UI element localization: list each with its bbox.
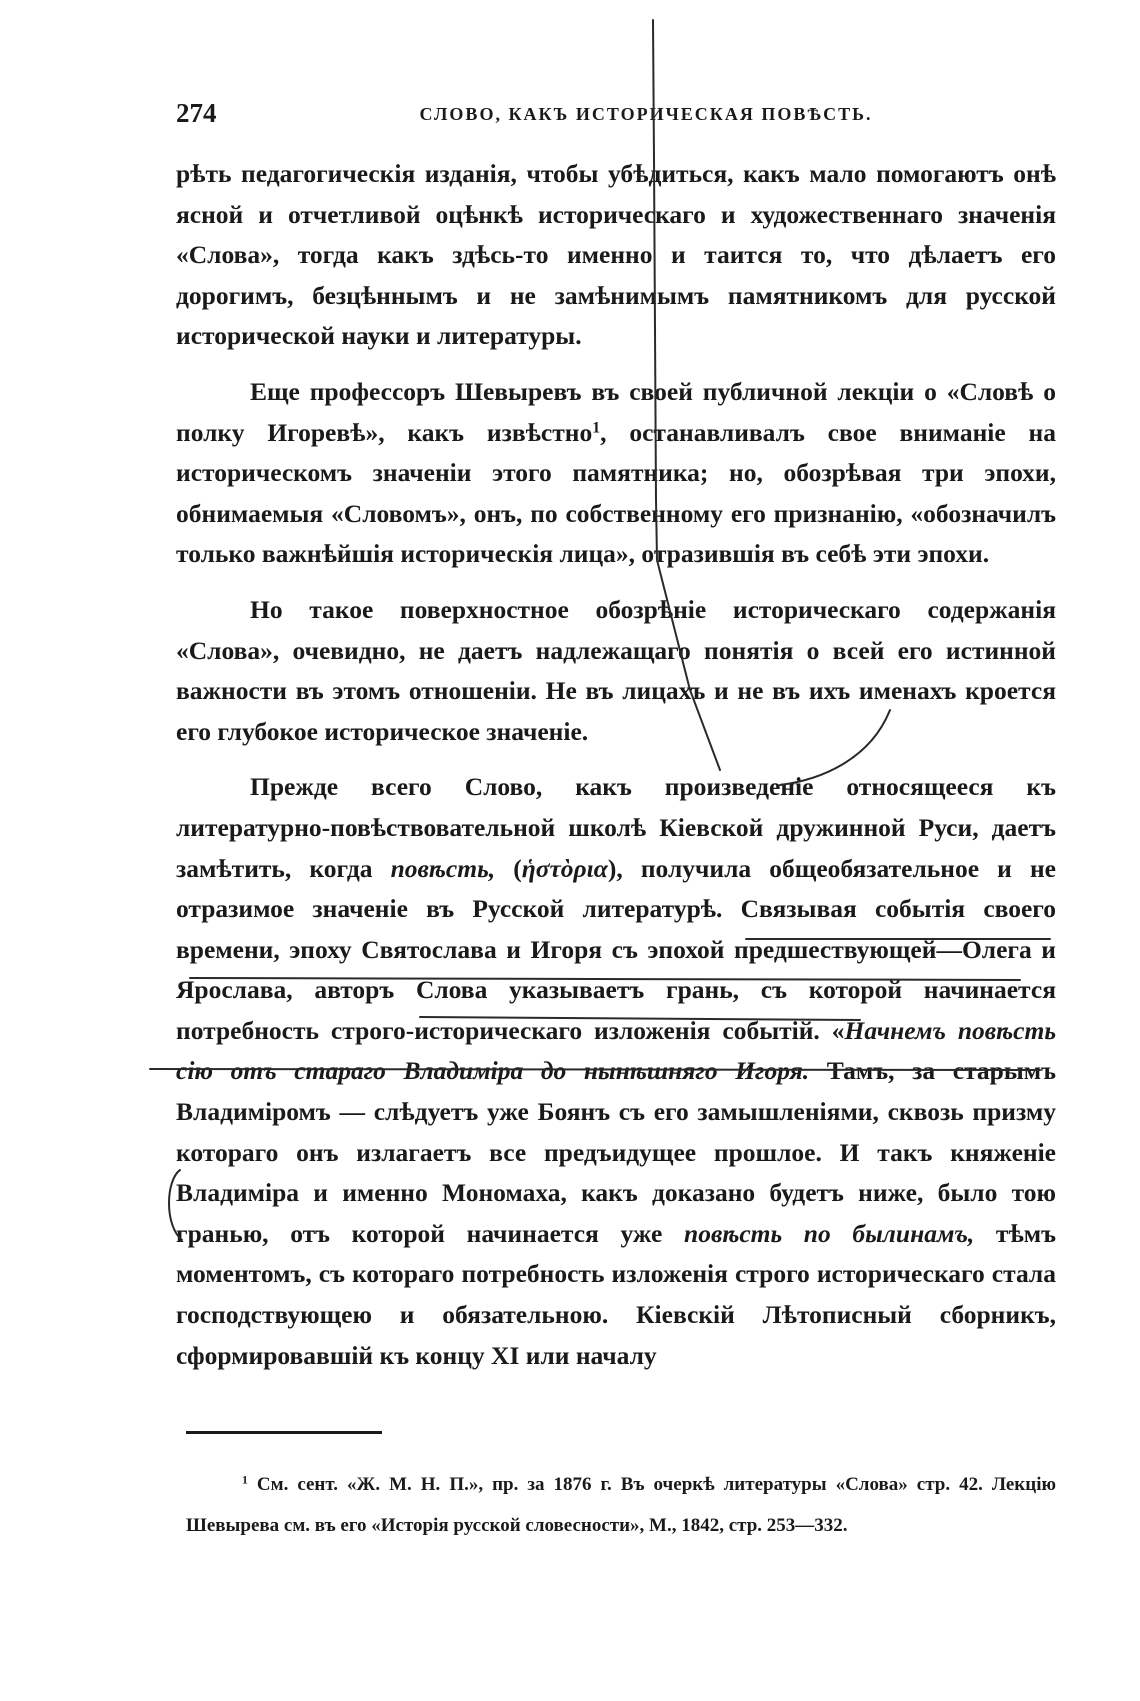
running-head: СЛОВО, КАКЪ ИСТОРИЧЕСКАЯ ПОВѢСТЬ. xyxy=(419,104,873,124)
paragraph-4-part-3: ), получила общеобязательное и не отразимое значеніе въ Русской литературѣ. Связывая событія своего времени, эпоху Святослава и Игоря съ эпохой предшествующей—Олега и Ярослава, авторъ Слова указываетъ грань, съ которой начинается потребность строго-историческаго изложенія событій. « xyxy=(176,853,1056,1045)
italic-povest: повѣсть, xyxy=(390,853,496,883)
page-header xyxy=(176,98,1056,138)
paragraph-3: Но такое поверхностное обозрѣніе историческаго содержанія «Слова», очевидно, не даетъ надлежащаго понятія о всей его истинной важности въ этомъ отношеніи. Не въ лицахъ и не въ ихъ именахъ кроется его глубокое историческое значеніе. xyxy=(176,594,1056,746)
footnote-1 xyxy=(186,1464,1056,1546)
paragraph-2-part-2: , останавливалъ свое вниманіе на историческомъ значеніи этого памятника; но, обозрѣвая три эпохи, обнимаемыя «Словомъ», онъ, по собственному его признанію, «обозначилъ только важнѣйшія историческія лица», отразившія въ себѣ эти эпохи. xyxy=(176,417,1056,569)
paragraph-4 xyxy=(176,767,1056,1376)
italic-povest-po-bylinam: повѣсть по былинамъ, xyxy=(684,1218,975,1248)
body-text xyxy=(176,154,1056,1376)
paragraph-4-part-1: Прежде всего Слово, какъ произведеніе относящееся къ литературно-повѣствовательной школѣ Кіевской дружинной Руси, даетъ замѣтить, когда xyxy=(176,772,1056,883)
footnote-reference: 1 xyxy=(592,418,601,436)
quoted-opening-line: Начнемъ повѣсть сію отъ стараго Владиміра до нынѣшняго Игоря. xyxy=(176,1015,1056,1086)
paragraph-4-part-4: Тамъ, за старымъ Владиміромъ — слѣдуетъ уже Боянъ съ его замышленіями, сквозь призму котораго онъ излагаетъ все предъидущее прошлое. И такъ княженіе Владиміра и именно Мономаха, какъ доказано будетъ ниже, было тою гранью, отъ которой начинается уже xyxy=(176,1056,1056,1248)
paragraph-4-part-2: ( xyxy=(495,853,522,883)
footnote-text: См. сент. «Ж. М. Н. П.», пр. за 1876 г. Въ очеркѣ литературы «Слова» стр. 42. Лекцію Шевырева см. въ его «Исторія русской словесности», М., 1842, стр. 253—332. xyxy=(186,1474,1056,1536)
footnote-rule xyxy=(186,1431,382,1434)
footnotes xyxy=(186,1464,1056,1546)
paragraph-2-part-1: Еще профессоръ Шевыревъ въ своей публичной лекціи о «Словѣ о полку Игоревѣ», какъ извѣстно xyxy=(176,376,1056,447)
paragraph-1: рѣть педагогическія изданія, чтобы убѣдиться, какъ мало помогаютъ онѣ ясной и отчетливой оцѣнкѣ историческаго и художественнаго значенія «Слова», тогда какъ здѣсь-то именно и таится то, что дѣлаетъ его дорогимъ, безцѣннымъ и не замѣнимымъ памятникомъ для русской исторической науки и литературы. xyxy=(176,159,1056,351)
paragraph-4-part-5: тѣмъ моментомъ, съ котораго потребность изложенія строго историческаго стала господствующею и обязательною. Кіевскій Лѣтописный сборникъ, сформировавшій къ концу XI или началу xyxy=(176,1218,1056,1370)
greek-word: ἡστὸρια xyxy=(521,853,608,883)
footnote-marker: 1 xyxy=(242,1473,248,1487)
paragraph-2 xyxy=(176,372,1056,575)
page-number: 274 xyxy=(176,98,217,128)
